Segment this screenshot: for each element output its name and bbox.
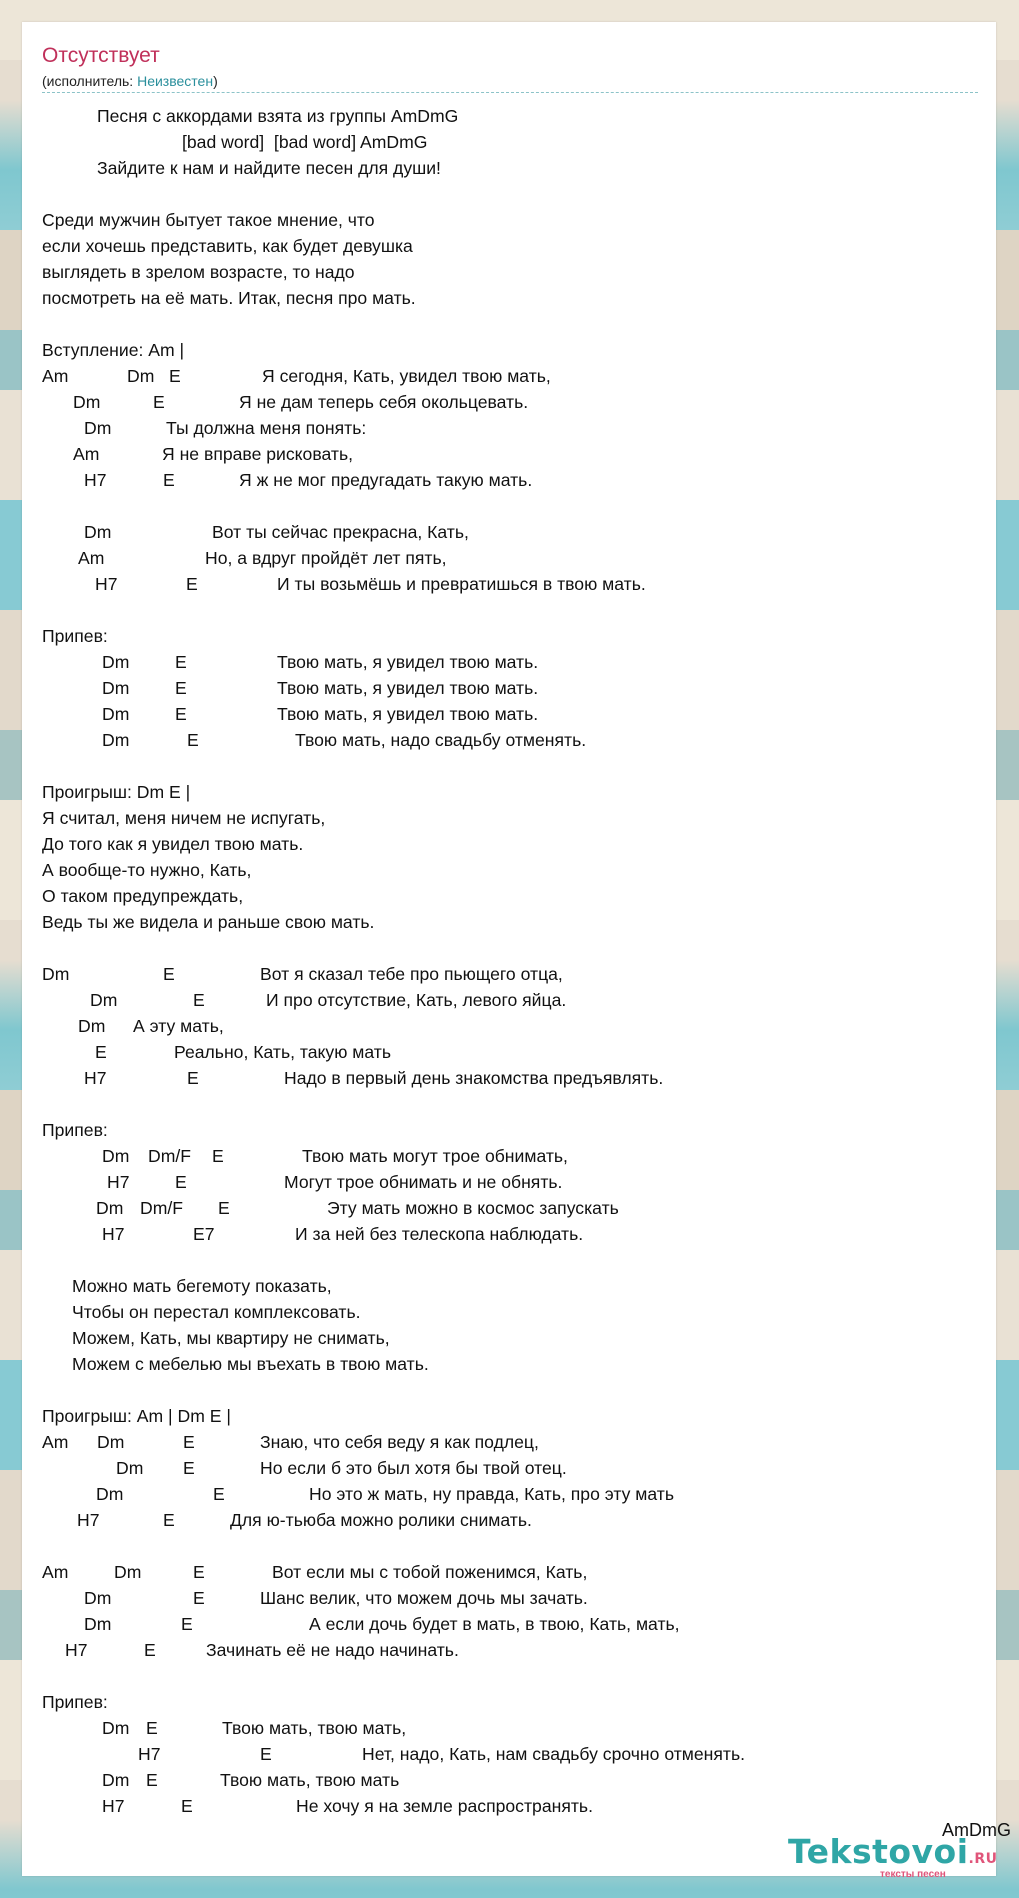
lyric-line <box>42 1559 972 1585</box>
chord-label: E <box>146 1770 158 1790</box>
lyric-line <box>42 545 972 571</box>
performer-link[interactable]: Неизвестен <box>137 73 214 89</box>
lyric-line <box>42 1299 972 1325</box>
lyric-text: Эту мать можно в космос запускать <box>327 1198 619 1218</box>
lyric-line <box>42 857 972 883</box>
lyric-text: Проигрыш: Dm E | <box>42 782 191 802</box>
chord-label: Dm <box>127 366 155 386</box>
lyric-text: Твою мать могут трое обнимать, <box>302 1146 568 1166</box>
chord-label: Dm <box>102 1146 130 1166</box>
lyrics-text <box>42 103 972 1819</box>
lyric-line <box>42 285 972 311</box>
lyric-text: Вот если мы с тобой поженимся, Кать, <box>272 1562 588 1582</box>
chord-label: Dm <box>84 418 112 438</box>
chord-label: Dm/F <box>140 1198 183 1218</box>
chord-label: Dm <box>102 704 130 724</box>
chord-label: Am <box>78 548 105 568</box>
title-divider <box>42 92 978 93</box>
lyric-line <box>42 1663 972 1689</box>
lyric-text: Твою мать, я увидел твою мать. <box>277 652 539 672</box>
lyric-line <box>42 1247 972 1273</box>
chord-label: E <box>175 704 187 724</box>
lyric-text: Я не вправе рисковать, <box>162 444 353 464</box>
chord-label: E <box>193 990 205 1010</box>
lyric-line <box>42 1351 972 1377</box>
chord-label: E <box>212 1146 224 1166</box>
lyric-text: Знаю, что себя веду я как подлец, <box>260 1432 539 1452</box>
lyric-line <box>42 1091 972 1117</box>
lyric-text: А если дочь будет в мать, в твою, Кать, мать, <box>309 1614 680 1634</box>
chord-label: Dm <box>96 1484 124 1504</box>
lyric-text: Можем с мебелью мы въехать в твою мать. <box>72 1354 429 1374</box>
chord-label: Dm <box>102 730 130 750</box>
lyric-line <box>42 623 972 649</box>
lyric-line <box>42 571 972 597</box>
chord-label: E <box>186 574 198 594</box>
lyric-line <box>42 1013 972 1039</box>
performer-prefix: (исполнитель: <box>42 73 138 89</box>
chord-label: E <box>175 652 187 672</box>
chord-label: Dm <box>78 1016 106 1036</box>
lyric-text: Твою мать, я увидел твою мать. <box>277 704 539 724</box>
lyric-text: Твою мать, твою мать <box>220 1770 400 1790</box>
chord-label: Am <box>42 1432 69 1452</box>
lyric-text: Вот ты сейчас прекрасна, Кать, <box>212 522 469 542</box>
chord-label: H7 <box>102 1224 125 1244</box>
lyric-line <box>42 1689 972 1715</box>
lyric-line <box>42 1039 972 1065</box>
lyric-line <box>42 727 972 753</box>
lyric-text: А вообще-то нужно, Кать, <box>42 860 252 880</box>
lyric-text: Я сегодня, Кать, увидел твою мать, <box>262 366 551 386</box>
chord-label: Dm <box>84 522 112 542</box>
chord-label: E <box>163 1510 175 1530</box>
lyric-line <box>42 493 972 519</box>
lyric-text: Я не дам теперь себя окольцевать. <box>239 392 529 412</box>
chord-label: Dm <box>73 392 101 412</box>
watermark-text: AmDmG <box>942 1820 1011 1840</box>
lyric-text: Не хочу я на земле распространять. <box>296 1796 593 1816</box>
lyric-line <box>42 1507 972 1533</box>
lyric-text: Твою мать, надо свадьбу отменять. <box>295 730 587 750</box>
lyric-line <box>42 779 972 805</box>
lyric-text: Можно мать бегемоту показать, <box>72 1276 332 1296</box>
lyric-line <box>42 363 972 389</box>
chord-label: Dm <box>116 1458 144 1478</box>
chord-label: E7 <box>193 1224 215 1244</box>
lyric-line <box>42 311 972 337</box>
lyric-line <box>42 1195 972 1221</box>
chord-label: E <box>218 1198 230 1218</box>
chord-label: Dm <box>84 1588 112 1608</box>
chord-label: Am <box>73 444 100 464</box>
lyric-line <box>42 1741 972 1767</box>
chord-label: E <box>95 1042 107 1062</box>
lyric-text: Шанс велик, что можем дочь мы зачать. <box>260 1588 588 1608</box>
chord-label: E <box>183 1432 195 1452</box>
lyric-text: Припев: <box>42 1692 108 1712</box>
chord-label: E <box>146 1718 158 1738</box>
lyric-line <box>42 1455 972 1481</box>
chord-label: Dm <box>90 990 118 1010</box>
lyric-text: Ведь ты же видела и раньше свою мать. <box>42 912 375 932</box>
chord-label: E <box>260 1744 272 1764</box>
lyric-line <box>42 805 972 831</box>
lyric-text: Реально, Кать, такую мать <box>174 1042 392 1062</box>
chord-label: H7 <box>95 574 118 594</box>
lyric-text: если хочешь представить, как будет девушка <box>42 236 413 256</box>
lyric-line <box>42 883 972 909</box>
lyric-text: До того как я увидел твою мать. <box>42 834 304 854</box>
lyric-text: Для ю-тьюба можно ролики снимать. <box>230 1510 532 1530</box>
lyric-text: Припев: <box>42 1120 108 1140</box>
lyric-text: [bad word] [bad word] AmDmG <box>182 132 428 152</box>
lyric-text: Могут трое обнимать и не обнять. <box>284 1172 563 1192</box>
lyric-line <box>42 1377 972 1403</box>
lyric-line <box>42 1767 972 1793</box>
chord-label: H7 <box>102 1796 125 1816</box>
lyric-line <box>42 1143 972 1169</box>
lyric-text: Среди мужчин бытует такое мнение, что <box>42 210 375 230</box>
chord-label: E <box>187 1068 199 1088</box>
lyric-line <box>42 701 972 727</box>
lyric-text: Я считал, меня ничем не испугать, <box>42 808 326 828</box>
lyric-line <box>42 1715 972 1741</box>
lyric-line <box>42 337 972 363</box>
chord-label: E <box>144 1640 156 1660</box>
chord-label: H7 <box>84 1068 107 1088</box>
lyric-text: Зайдите к нам и найдите песен для души! <box>97 158 441 178</box>
chord-label: Dm <box>102 678 130 698</box>
lyric-text: Твою мать, твою мать, <box>222 1718 407 1738</box>
lyric-line <box>42 1429 972 1455</box>
lyric-line <box>42 1065 972 1091</box>
lyric-text: О таком предупреждать, <box>42 886 244 906</box>
lyric-text: Но, а вдруг пройдёт лет пять, <box>205 548 447 568</box>
chord-label: Dm/F <box>148 1146 191 1166</box>
chord-label: E <box>193 1562 205 1582</box>
chord-label: Am <box>42 1562 69 1582</box>
lyric-line <box>42 467 972 493</box>
chord-label: E <box>169 366 181 386</box>
chord-label: H7 <box>138 1744 161 1764</box>
lyric-text: Нет, надо, Кать, нам свадьбу срочно отменять. <box>362 1744 746 1764</box>
performer-suffix: ) <box>213 73 218 89</box>
lyric-text: Песня с аккордами взята из группы AmDmG <box>97 106 459 126</box>
lyric-line <box>42 1793 972 1819</box>
chord-label: E <box>181 1614 193 1634</box>
chord-label: E <box>163 964 175 984</box>
lyric-text: И за ней без телескопа наблюдать. <box>295 1224 584 1244</box>
lyric-line <box>42 207 972 233</box>
chord-label: Dm <box>102 1718 130 1738</box>
lyric-text: А эту мать, <box>133 1016 224 1036</box>
chord-label: H7 <box>107 1172 130 1192</box>
lyric-line <box>42 1611 972 1637</box>
performer-line <box>42 73 218 89</box>
lyric-line <box>42 129 972 155</box>
lyric-line <box>42 1169 972 1195</box>
chord-label: Dm <box>97 1432 125 1452</box>
lyric-text: Припев: <box>42 626 108 646</box>
chord-label: E <box>163 470 175 490</box>
lyric-line <box>42 1273 972 1299</box>
chord-label: H7 <box>77 1510 100 1530</box>
chord-label: Dm <box>102 652 130 672</box>
lyric-line <box>42 831 972 857</box>
lyric-text: И ты возьмёшь и превратишься в твою мать. <box>277 574 646 594</box>
logo-tagline: тексты песен <box>880 1869 946 1880</box>
chord-label: E <box>153 392 165 412</box>
lyric-text: Но если б это был хотя бы твой отец. <box>260 1458 567 1478</box>
lyric-line <box>42 259 972 285</box>
chord-label: Dm <box>96 1198 124 1218</box>
lyric-line <box>42 181 972 207</box>
lyric-line <box>42 961 972 987</box>
lyric-line <box>42 519 972 545</box>
lyric-line <box>42 441 972 467</box>
chord-label: Am <box>42 366 69 386</box>
lyric-line <box>42 155 972 181</box>
lyric-text: Чтобы он перестал комплексовать. <box>72 1302 361 1322</box>
chord-label: Dm <box>84 1614 112 1634</box>
chord-label: H7 <box>84 470 107 490</box>
lyric-line <box>42 389 972 415</box>
lyric-line <box>42 233 972 259</box>
lyric-text: Проигрыш: Am | Dm E | <box>42 1406 231 1426</box>
lyric-line <box>42 1533 972 1559</box>
lyric-line <box>42 649 972 675</box>
lyric-text: Ты должна меня понять: <box>166 418 367 438</box>
lyric-text: Можем, Кать, мы квартиру не снимать, <box>72 1328 390 1348</box>
lyric-text: Но это ж мать, ну правда, Кать, про эту мать <box>309 1484 675 1504</box>
lyric-text: Вот я сказал тебе про пьющего отца, <box>260 964 563 984</box>
lyric-line <box>42 987 972 1013</box>
chord-label: E <box>213 1484 225 1504</box>
lyric-line <box>42 1403 972 1429</box>
lyric-text: посмотреть на её мать. Итак, песня про мать. <box>42 288 416 308</box>
chord-label: Dm <box>102 1770 130 1790</box>
chord-label: Dm <box>114 1562 142 1582</box>
lyric-line <box>42 597 972 623</box>
lyric-line <box>42 103 972 129</box>
lyric-line <box>42 753 972 779</box>
lyric-text: выглядеть в зрелом возрасте, то надо <box>42 262 355 282</box>
chord-label: E <box>181 1796 193 1816</box>
song-title: Отсутствует <box>42 44 160 67</box>
lyric-text: Твою мать, я увидел твою мать. <box>277 678 539 698</box>
site-logo[interactable] <box>788 1832 998 1871</box>
chord-label: E <box>187 730 199 750</box>
lyric-text: Зачинать её не надо начинать. <box>206 1640 459 1660</box>
lyric-line <box>42 1221 972 1247</box>
chord-label: E <box>183 1458 195 1478</box>
lyric-line <box>42 1325 972 1351</box>
chord-label: H7 <box>65 1640 88 1660</box>
lyric-text: Вступление: Am | <box>42 340 185 360</box>
lyric-line <box>42 935 972 961</box>
logo-domain: .RU <box>968 1851 998 1867</box>
lyric-line <box>42 1481 972 1507</box>
chord-label: E <box>193 1588 205 1608</box>
lyric-line <box>42 1637 972 1663</box>
logo-wordmark: Tekstovoi <box>788 1832 969 1871</box>
chord-label: E <box>175 1172 187 1192</box>
lyric-text: Я ж не мог предугадать такую мать. <box>239 470 533 490</box>
lyric-line <box>42 415 972 441</box>
chord-label: E <box>175 678 187 698</box>
lyric-text: Надо в первый день знакомства предъявлять. <box>284 1068 664 1088</box>
lyric-line <box>42 675 972 701</box>
lyric-text: И про отсутствие, Кать, левого яйца. <box>266 990 567 1010</box>
lyric-line <box>42 1117 972 1143</box>
chord-label: Dm <box>42 964 70 984</box>
lyric-line <box>42 1585 972 1611</box>
lyric-line <box>42 909 972 935</box>
